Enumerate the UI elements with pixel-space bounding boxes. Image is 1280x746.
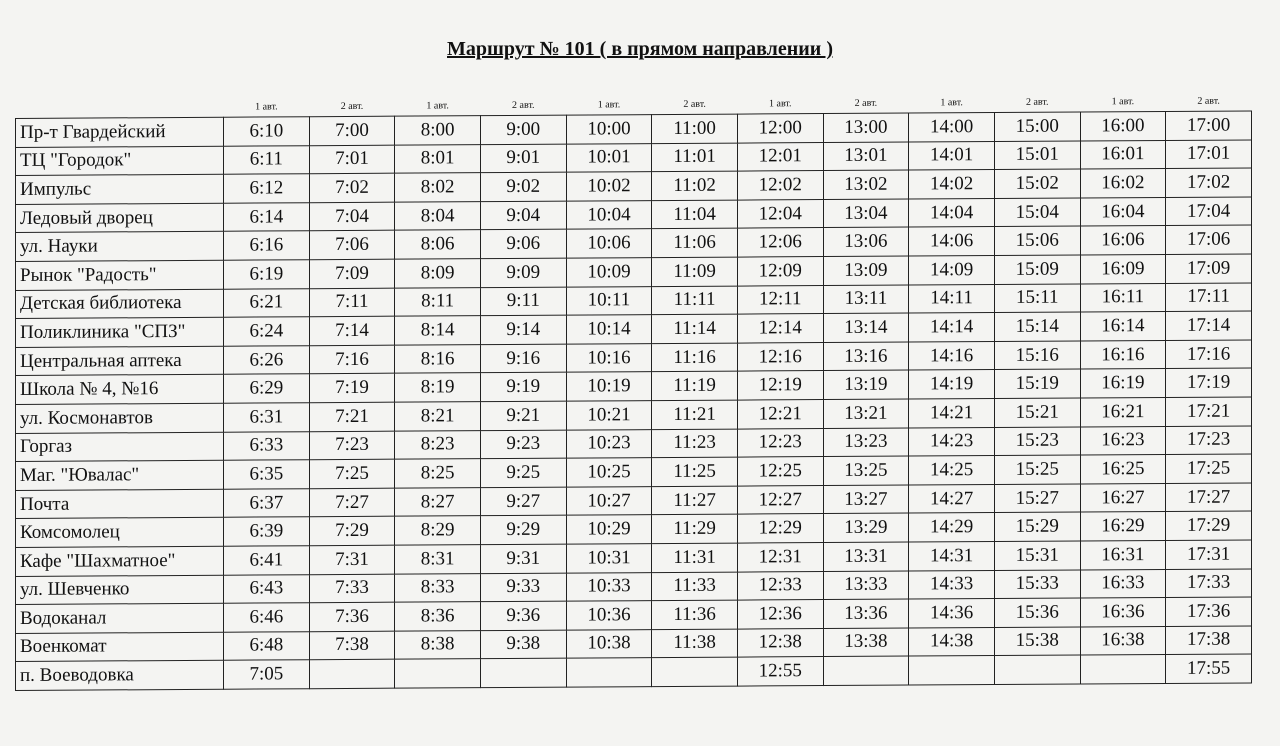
bus-header-cell: 1 авт. — [1111, 96, 1135, 108]
time-cell: 17:00 — [1166, 111, 1252, 140]
time-cell: 11:14 — [652, 314, 738, 343]
stop-name-cell: ТЦ "Городок" — [16, 146, 224, 176]
time-cell: 11:19 — [652, 371, 738, 400]
time-cell — [566, 658, 652, 687]
time-cell: 10:36 — [566, 601, 652, 630]
time-cell: 14:36 — [909, 599, 995, 628]
time-cell: 11:25 — [652, 457, 738, 486]
stop-name-cell: ул. Науки — [16, 232, 224, 262]
time-cell: 16:06 — [1080, 226, 1166, 255]
time-cell: 12:38 — [737, 628, 823, 657]
bus-header-cell: 2 авт. — [512, 99, 535, 111]
time-cell: 13:31 — [823, 542, 909, 571]
time-cell: 8:06 — [395, 230, 481, 259]
time-cell: 12:23 — [737, 428, 823, 457]
time-cell: 10:25 — [566, 458, 652, 487]
time-cell: 16:09 — [1080, 254, 1166, 283]
time-cell: 8:02 — [395, 173, 481, 202]
time-cell: 14:00 — [909, 113, 995, 142]
time-cell: 10:19 — [566, 372, 652, 401]
time-cell: 12:04 — [737, 199, 823, 228]
time-cell: 6:10 — [224, 117, 310, 146]
time-cell: 9:23 — [480, 430, 566, 459]
time-cell: 10:16 — [566, 343, 652, 372]
time-cell: 15:38 — [994, 627, 1080, 656]
time-cell: 6:21 — [224, 288, 310, 317]
time-cell: 8:16 — [395, 344, 481, 373]
time-cell: 11:21 — [652, 400, 738, 429]
time-cell: 11:29 — [652, 514, 738, 543]
time-cell: 8:21 — [395, 402, 481, 431]
time-cell: 14:31 — [909, 541, 995, 570]
time-cell: 7:00 — [309, 116, 395, 145]
time-cell: 14:09 — [909, 255, 995, 284]
time-cell: 10:21 — [566, 401, 652, 430]
time-cell: 17:23 — [1166, 425, 1252, 454]
time-cell: 15:19 — [994, 369, 1080, 398]
time-cell: 8:19 — [395, 373, 481, 402]
time-cell: 6:48 — [224, 631, 310, 660]
time-cell: 15:33 — [994, 569, 1080, 598]
time-cell: 16:36 — [1080, 598, 1166, 627]
time-cell: 6:33 — [224, 431, 310, 460]
table-body — [16, 111, 1252, 690]
table-row — [16, 654, 1252, 690]
time-cell: 11:00 — [652, 114, 738, 143]
time-cell: 10:01 — [566, 143, 652, 172]
time-cell: 16:21 — [1080, 397, 1166, 426]
stop-name-cell: Маг. "Ювалас" — [16, 460, 224, 490]
time-cell — [994, 655, 1080, 684]
time-cell: 9:31 — [480, 544, 566, 573]
time-cell: 16:01 — [1080, 140, 1166, 169]
time-cell: 6:35 — [224, 460, 310, 489]
bus-header-cell: 1 авт. — [940, 97, 963, 109]
stop-name-cell: Пр-т Гвардейский — [16, 117, 224, 147]
time-cell: 8:25 — [395, 459, 481, 488]
time-cell: 10:11 — [566, 286, 652, 315]
time-cell: 13:25 — [823, 456, 909, 485]
time-cell: 12:29 — [737, 514, 823, 543]
time-cell: 13:02 — [823, 170, 909, 199]
time-cell: 13:33 — [823, 571, 909, 600]
time-cell: 9:02 — [480, 172, 566, 201]
time-cell — [1080, 655, 1166, 684]
time-cell: 17:06 — [1166, 225, 1252, 254]
time-cell: 8:27 — [395, 487, 481, 516]
time-cell: 6:14 — [224, 202, 310, 231]
time-cell: 16:11 — [1080, 283, 1166, 312]
bus-header-cell: 1 авт. — [597, 99, 621, 111]
time-cell: 7:11 — [309, 288, 395, 317]
time-cell: 6:46 — [224, 603, 310, 632]
time-cell: 6:26 — [224, 345, 310, 374]
time-cell: 15:23 — [994, 427, 1080, 456]
time-cell: 15:11 — [994, 284, 1080, 313]
time-cell: 12:00 — [737, 114, 823, 143]
time-cell: 17:14 — [1166, 311, 1252, 340]
time-cell — [909, 656, 995, 685]
time-cell: 15:02 — [994, 169, 1080, 198]
time-cell: 12:01 — [737, 142, 823, 171]
time-cell: 12:06 — [737, 228, 823, 257]
stop-name-cell: Комсомолец — [16, 518, 224, 548]
timetable — [15, 84, 1252, 690]
time-cell: 16:00 — [1080, 111, 1166, 140]
time-cell: 11:01 — [652, 143, 738, 172]
time-cell: 13:14 — [823, 313, 909, 342]
time-cell: 10:02 — [566, 172, 652, 201]
time-cell: 17:01 — [1166, 140, 1252, 169]
time-cell: 14:11 — [909, 284, 995, 313]
time-cell: 6:19 — [224, 260, 310, 289]
stop-name-cell: ул. Шевченко — [16, 575, 224, 605]
time-cell: 6:16 — [224, 231, 310, 260]
time-cell: 17:16 — [1166, 340, 1252, 369]
time-cell: 15:16 — [994, 341, 1080, 370]
time-cell: 11:36 — [652, 600, 738, 629]
time-cell: 17:29 — [1166, 511, 1252, 540]
time-cell: 14:04 — [909, 198, 995, 227]
time-cell: 15:27 — [994, 484, 1080, 513]
time-cell: 11:04 — [652, 200, 738, 229]
time-cell: 15:00 — [994, 112, 1080, 141]
time-cell: 6:24 — [224, 317, 310, 346]
time-cell: 10:38 — [566, 629, 652, 658]
time-cell: 6:37 — [224, 488, 310, 517]
time-cell: 12:33 — [737, 571, 823, 600]
time-cell: 12:19 — [737, 371, 823, 400]
time-cell: 9:00 — [480, 115, 566, 144]
time-cell: 16:16 — [1080, 340, 1166, 369]
stop-name-cell: Ледовый дворец — [16, 203, 224, 233]
time-cell: 7:21 — [309, 402, 395, 431]
time-cell: 13:09 — [823, 256, 909, 285]
time-cell: 13:06 — [823, 227, 909, 256]
time-cell: 12:16 — [737, 342, 823, 371]
time-cell: 11:38 — [652, 629, 738, 658]
bus-header-cell: 1 авт. — [769, 98, 792, 110]
time-cell: 9:21 — [480, 401, 566, 430]
time-cell: 8:00 — [395, 116, 481, 145]
time-cell: 6:29 — [224, 374, 310, 403]
stop-name-cell: ул. Космонавтов — [16, 403, 224, 433]
stop-name-cell: Горгаз — [16, 432, 224, 462]
time-cell: 13:19 — [823, 370, 909, 399]
time-cell: 6:39 — [224, 517, 310, 546]
time-cell: 12:21 — [737, 400, 823, 429]
time-cell: 12:25 — [737, 457, 823, 486]
header-cell-blank — [16, 91, 224, 119]
time-cell — [652, 657, 738, 686]
bus-header-cell: 2 авт. — [683, 98, 706, 110]
time-cell: 12:31 — [737, 542, 823, 571]
time-cell: 17:19 — [1166, 368, 1252, 397]
time-cell: 17:33 — [1166, 568, 1252, 597]
time-cell: 10:09 — [566, 258, 652, 287]
time-cell: 8:01 — [395, 144, 481, 173]
time-cell: 14:21 — [909, 398, 995, 427]
time-cell: 16:27 — [1080, 483, 1166, 512]
bus-header-cell: 2 авт. — [340, 100, 364, 113]
time-cell: 7:25 — [309, 459, 395, 488]
stop-name-cell: Рынок "Радость" — [16, 260, 224, 290]
time-cell: 10:29 — [566, 515, 652, 544]
time-cell: 14:16 — [909, 341, 995, 370]
time-cell: 7:06 — [309, 231, 395, 260]
time-cell: 8:23 — [395, 430, 481, 459]
bus-header-cell: 1 авт. — [426, 100, 449, 112]
time-cell: 10:27 — [566, 486, 652, 515]
time-cell: 13:00 — [823, 113, 909, 142]
time-cell: 9:27 — [480, 487, 566, 516]
time-cell: 13:29 — [823, 513, 909, 542]
time-cell: 9:19 — [480, 372, 566, 401]
stop-name-cell: Центральная аптека — [16, 346, 224, 376]
time-cell: 16:33 — [1080, 569, 1166, 598]
bus-header-cell: 1 авт. — [255, 101, 278, 113]
time-cell: 8:29 — [395, 516, 481, 545]
time-cell: 9:14 — [480, 315, 566, 344]
time-cell: 17:04 — [1166, 197, 1252, 226]
stop-name-cell: Водоканал — [16, 603, 224, 633]
time-cell: 16:04 — [1080, 197, 1166, 226]
time-cell: 9:09 — [480, 258, 566, 287]
time-cell: 8:36 — [395, 602, 481, 631]
time-cell: 14:14 — [909, 313, 995, 342]
time-cell: 9:01 — [480, 144, 566, 173]
time-cell: 8:38 — [395, 630, 481, 659]
stop-name-cell: п. Воеводовка — [16, 661, 224, 691]
time-cell — [309, 659, 395, 688]
time-cell: 15:06 — [994, 226, 1080, 255]
time-cell: 7:02 — [309, 173, 395, 202]
stop-name-cell: Поликлиника "СПЗ" — [16, 317, 224, 347]
time-cell: 17:21 — [1166, 397, 1252, 426]
time-cell: 15:25 — [994, 455, 1080, 484]
time-cell: 14:06 — [909, 227, 995, 256]
time-cell: 15:09 — [994, 255, 1080, 284]
time-cell: 12:02 — [737, 171, 823, 200]
time-cell: 16:23 — [1080, 426, 1166, 455]
time-cell: 14:02 — [909, 170, 995, 199]
time-cell: 10:06 — [566, 229, 652, 258]
time-cell: 6:12 — [224, 174, 310, 203]
time-cell: 8:33 — [395, 573, 481, 602]
time-cell: 15:21 — [994, 398, 1080, 427]
time-cell: 15:29 — [994, 512, 1080, 541]
time-cell: 12:27 — [737, 485, 823, 514]
time-cell: 7:05 — [224, 660, 310, 689]
time-cell: 13:23 — [823, 428, 909, 457]
time-cell: 16:38 — [1080, 626, 1166, 655]
time-cell: 7:33 — [309, 574, 395, 603]
time-cell: 7:01 — [309, 145, 395, 174]
time-cell: 8:04 — [395, 201, 481, 230]
time-cell: 7:29 — [309, 516, 395, 545]
time-cell: 6:11 — [224, 145, 310, 174]
time-cell: 8:09 — [395, 259, 481, 288]
time-cell: 17:31 — [1166, 540, 1252, 569]
time-cell: 13:04 — [823, 199, 909, 228]
time-cell: 17:55 — [1166, 654, 1252, 683]
time-cell: 6:31 — [224, 403, 310, 432]
bus-header-cell: 2 авт. — [854, 97, 878, 109]
time-cell: 6:43 — [224, 574, 310, 603]
time-cell: 13:11 — [823, 285, 909, 314]
time-cell: 9:25 — [480, 458, 566, 487]
time-cell: 7:16 — [309, 345, 395, 374]
time-cell: 16:29 — [1080, 512, 1166, 541]
time-cell: 9:38 — [480, 630, 566, 659]
time-cell: 11:27 — [652, 486, 738, 515]
time-cell: 17:38 — [1166, 626, 1252, 655]
time-cell: 6:41 — [224, 546, 310, 575]
time-cell: 10:23 — [566, 429, 652, 458]
time-cell: 17:09 — [1166, 254, 1252, 283]
time-cell: 11:16 — [652, 343, 738, 372]
time-cell: 11:02 — [652, 171, 738, 200]
time-cell: 7:36 — [309, 602, 395, 631]
time-cell: 17:25 — [1166, 454, 1252, 483]
time-cell: 14:01 — [909, 141, 995, 170]
time-cell: 12:11 — [737, 285, 823, 314]
time-cell: 11:09 — [652, 257, 738, 286]
time-cell: 14:33 — [909, 570, 995, 599]
time-cell: 10:33 — [566, 572, 652, 601]
time-cell: 9:16 — [480, 344, 566, 373]
page-title: Маршрут № 101 ( в прямом направлении ) — [447, 38, 833, 60]
stop-name-cell: Почта — [16, 489, 224, 519]
time-cell: 13:38 — [823, 628, 909, 657]
time-cell: 15:36 — [994, 598, 1080, 627]
time-cell: 14:29 — [909, 513, 995, 542]
time-cell: 12:36 — [737, 600, 823, 629]
time-cell: 8:14 — [395, 316, 481, 345]
time-cell: 17:02 — [1166, 168, 1252, 197]
time-cell: 9:36 — [480, 601, 566, 630]
time-cell: 14:27 — [909, 484, 995, 513]
time-cell: 10:31 — [566, 544, 652, 573]
time-cell: 16:31 — [1080, 540, 1166, 569]
time-cell: 17:27 — [1166, 483, 1252, 512]
time-cell — [395, 659, 481, 688]
time-cell: 12:09 — [737, 257, 823, 286]
time-cell: 13:27 — [823, 485, 909, 514]
time-cell: 9:06 — [480, 230, 566, 259]
time-cell: 16:02 — [1080, 169, 1166, 198]
time-cell: 15:14 — [994, 312, 1080, 341]
time-cell: 13:21 — [823, 399, 909, 428]
time-cell: 9:33 — [480, 573, 566, 602]
time-cell: 9:04 — [480, 201, 566, 230]
time-cell: 9:29 — [480, 515, 566, 544]
time-cell: 7:04 — [309, 202, 395, 231]
time-cell: 12:55 — [737, 657, 823, 686]
time-cell: 7:09 — [309, 259, 395, 288]
time-cell: 16:25 — [1080, 455, 1166, 484]
time-cell: 7:27 — [309, 488, 395, 517]
stop-name-cell: Военкомат — [16, 632, 224, 662]
time-cell: 13:01 — [823, 142, 909, 171]
time-cell: 16:19 — [1080, 369, 1166, 398]
time-cell: 11:31 — [652, 543, 738, 572]
time-cell: 7:19 — [309, 374, 395, 403]
time-cell — [480, 658, 566, 687]
time-cell: 17:36 — [1166, 597, 1252, 626]
time-cell: 10:04 — [566, 200, 652, 229]
time-cell: 11:11 — [652, 286, 738, 315]
time-cell: 15:01 — [994, 141, 1080, 170]
time-cell: 16:14 — [1080, 312, 1166, 341]
time-cell: 14:38 — [909, 627, 995, 656]
time-cell: 7:14 — [309, 316, 395, 345]
time-cell: 11:33 — [652, 572, 738, 601]
time-cell: 7:31 — [309, 545, 395, 574]
time-cell: 13:16 — [823, 342, 909, 371]
stop-name-cell: Школа № 4, №16 — [16, 375, 224, 405]
time-cell: 8:11 — [395, 287, 481, 316]
time-cell: 10:00 — [566, 115, 652, 144]
time-cell: 13:36 — [823, 599, 909, 628]
time-cell — [823, 656, 909, 685]
time-cell: 14:19 — [909, 370, 995, 399]
time-cell: 7:23 — [309, 431, 395, 460]
time-cell: 14:25 — [909, 456, 995, 485]
stop-name-cell: Детская библиотека — [16, 289, 224, 319]
bus-header-cell: 2 авт. — [1025, 96, 1049, 108]
time-cell: 8:31 — [395, 545, 481, 574]
time-cell: 9:11 — [480, 287, 566, 316]
time-cell: 14:23 — [909, 427, 995, 456]
time-cell: 10:14 — [566, 315, 652, 344]
time-cell: 12:14 — [737, 314, 823, 343]
time-cell: 15:31 — [994, 541, 1080, 570]
stop-name-cell: Кафе "Шахматное" — [16, 546, 224, 576]
bus-header-cell: 2 авт. — [1197, 95, 1220, 107]
stop-name-cell: Импульс — [16, 174, 224, 204]
time-cell: 7:38 — [309, 631, 395, 660]
time-cell: 11:23 — [652, 429, 738, 458]
time-cell: 15:04 — [994, 198, 1080, 227]
time-cell: 11:06 — [652, 228, 738, 257]
time-cell: 17:11 — [1166, 283, 1252, 312]
